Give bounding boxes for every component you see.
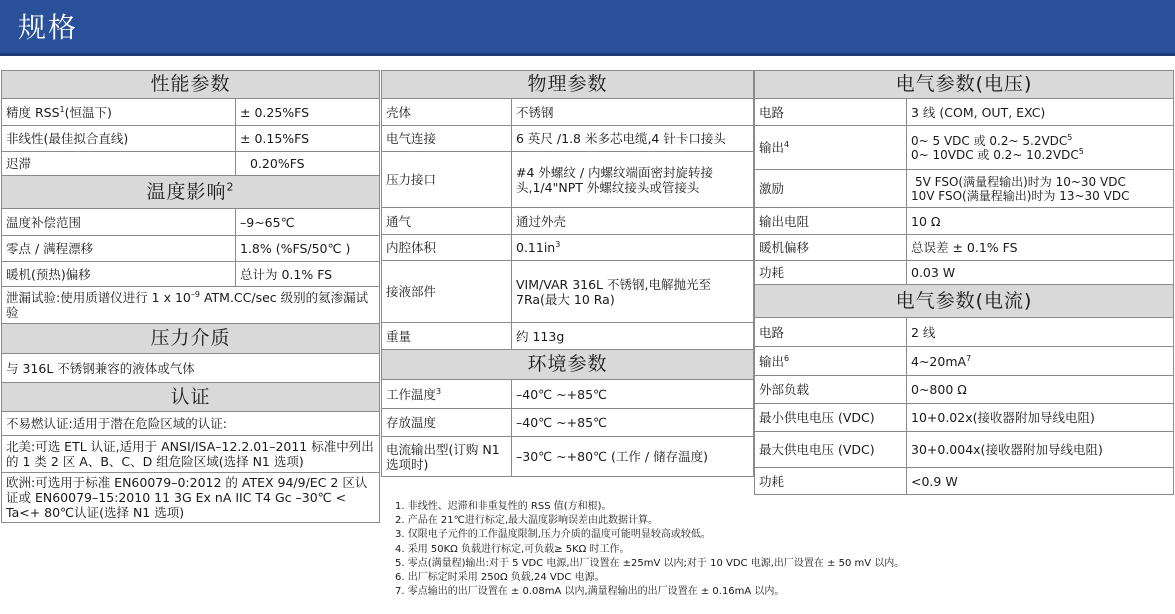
cert-text: 北美:可选 ETL 认证,适用于 ANSI/ISA–12.2.01–2011 标准中列出的 1 类 2 区 A、B、C、D 组危险区域(选择 N1 选项) [2, 436, 380, 473]
spec-value: $4\sim 20mA^7$ [907, 347, 1174, 376]
spec-label: 电路 [755, 318, 907, 347]
footnotes [395, 500, 1155, 599]
spec-label: 迟滞 [2, 152, 236, 176]
footnote: 1. 非线性、迟滞和非重复性的 RSS 值(方和根)。 [395, 501, 612, 512]
spec-label: 输出电阻 [755, 208, 907, 235]
section-environment-title: 环境参数 [382, 350, 754, 380]
spec-label: 通气 [382, 208, 512, 235]
spec-value: 10 Ω [907, 208, 1174, 235]
page-title: 规格 [18, 11, 79, 44]
spec-value: #4 外螺纹 / 内螺纹端面密封旋转接头,1/4"NPT 外螺纹接头或管接头 [512, 152, 754, 208]
spec-value: 1.8% (%FS/50℃ ) [236, 236, 380, 262]
spec-value: ± 0.15%FS [236, 126, 380, 152]
spec-value: 6 英尺 /1.8 米多芯电缆,4 针卡口接头 [512, 126, 754, 152]
spec-label: 电流输出型(订购 N1 选项时) [382, 437, 512, 477]
spec-label: 重量 [382, 323, 512, 350]
spec-label: 暖机(预热)偏移 [2, 262, 236, 287]
spec-label: 功耗 [755, 261, 907, 285]
spec-label: 壳体 [382, 99, 512, 126]
section-media-title: 压力介质 [2, 324, 380, 354]
spec-value: 30+0.004x(接收器附加导线电阻) [907, 432, 1174, 468]
spec-label: 精度 RSS$^1$(恒温下) [2, 99, 236, 126]
section-current-title: 电气参数(电流) [755, 285, 1174, 318]
spec-value: 2 线 [907, 318, 1174, 347]
footnote: 5. 零点(满量程)输出:对于 5 VDC 电源,出厂设置在 ±25mV 以内;对于 10 VDC 电源,出厂设置在 ± 50 mV 以内。 [395, 557, 905, 569]
spec-value: –30℃ ~+80℃ (工作 / 储存温度) [512, 437, 754, 477]
footnote: 4. 采用 50KΩ 负载进行标定,可负载≥ 5KΩ 时工作。 [395, 543, 630, 555]
spec-value: ± 0.25%FS [236, 99, 380, 126]
spec-label: 电气连接 [382, 126, 512, 152]
spec-table-left [1, 70, 380, 523]
section-performance-title: 性能参数 [2, 71, 380, 99]
spec-table-right [754, 70, 1174, 495]
spec-value: 总误差 ± 0.1% FS [907, 235, 1174, 261]
spec-value: <0.9 W [907, 468, 1174, 495]
spec-label: 接液部件 [382, 261, 512, 323]
spec-label: 暖机偏移 [755, 235, 907, 261]
spec-value: $0.11in^3$ [512, 235, 754, 261]
spec-label: 输出$^6$ [755, 347, 907, 376]
spec-label: 电路 [755, 99, 907, 126]
spec-value: 0~800 Ω [907, 376, 1174, 404]
footnote: 6. 出厂标定时采用 250Ω 负载,24 VDC 电源。 [395, 572, 605, 584]
spec-value: 通过外壳 [512, 208, 754, 235]
spec-label: 温度补偿范围 [2, 209, 236, 236]
spec-label: 非线性(最佳拟合直线) [2, 126, 236, 152]
spec-label: 最小供电电压 (VDC) [755, 404, 907, 432]
spec-value: 3 线 (COM, OUT, EXC) [907, 99, 1174, 126]
spec-label: 功耗 [755, 468, 907, 495]
spec-label: 输出$^4$ [755, 126, 907, 170]
spec-label: 工作温度$^3$ [382, 380, 512, 409]
spec-table-middle [381, 70, 754, 477]
spec-label: 内腔体积 [382, 235, 512, 261]
spec-label: 最大供电电压 (VDC) [755, 432, 907, 468]
spec-value: 总计为 0.1% FS [236, 262, 380, 287]
spec-label: 零点 / 满程漂移 [2, 236, 236, 262]
spec-value: –40℃ ~+85℃ [512, 409, 754, 437]
section-temperature-title: 温度影响$^2$ [2, 176, 380, 209]
cert-text: 欧洲:可选用于标准 EN60079–0:2012 的 ATEX 94/9/EC 2 区认证或 EN60079–15:2010 11 3G Ex nA IIC T4 Gc –30℃ < Ta<+ 80℃认证(选择 N1 选项) [2, 473, 380, 523]
leak-test-text: 泄漏试验:使用质谱仪进行 1 x $10^{-9}$ ATM.CC/sec 级别的氦渗漏试验 [2, 287, 380, 324]
spec-value: –9~65℃ [236, 209, 380, 236]
spec-value: 10+0.02x(接收器附加导线电阻) [907, 404, 1174, 432]
spec-label: 外部负载 [755, 376, 907, 404]
spec-value: 5V FSO(满量程输出)时为 10~30 VDC 10V FSO(满量程输出)时为 13~30 VDC [907, 170, 1174, 208]
footnote: 3. 仅限电子元件的工作温度限制,压力介质的温度可能明显较高或较低。 [395, 529, 711, 541]
section-cert-title: 认证 [2, 383, 380, 412]
spec-value: –40℃ ~+85℃ [512, 380, 754, 409]
header-banner [0, 0, 1175, 56]
footnote: 2. 产品在 21℃进行标定,最大温度影响误差由此数据计算。 [395, 515, 659, 527]
section-physical-title: 物理参数 [382, 71, 754, 99]
spec-value: VIM/VAR 316L 不锈钢,电解抛光至 7Ra(最大 10 Ra) [512, 261, 754, 323]
spec-label: 激励 [755, 170, 907, 208]
footnote: 7. 零点输出的出厂设置在 ± 0.08mA 以内,满量程输出的出厂设置在 ± 0.16mA 以内。 [395, 586, 785, 598]
spec-label: 压力接口 [382, 152, 512, 208]
cert-text: 不易燃认证:适用于潜在危险区域的认证: [2, 412, 380, 436]
spec-value: 0.03 W [907, 261, 1174, 285]
spec-value: 约 113g [512, 323, 754, 350]
spec-value: 0.20%FS [236, 152, 380, 176]
media-text: 与 316L 不锈钢兼容的液体或气体 [2, 354, 380, 383]
spec-label: 存放温度 [382, 409, 512, 437]
spec-value: 0~ 5 VDC 或 0.2~ 5.2VDC$^5$ 0~ 10VDC 或 0.2~ 10.2VDC$^5$ [907, 126, 1174, 170]
section-voltage-title: 电气参数(电压) [755, 71, 1174, 99]
spec-value: 不锈钢 [512, 99, 754, 126]
